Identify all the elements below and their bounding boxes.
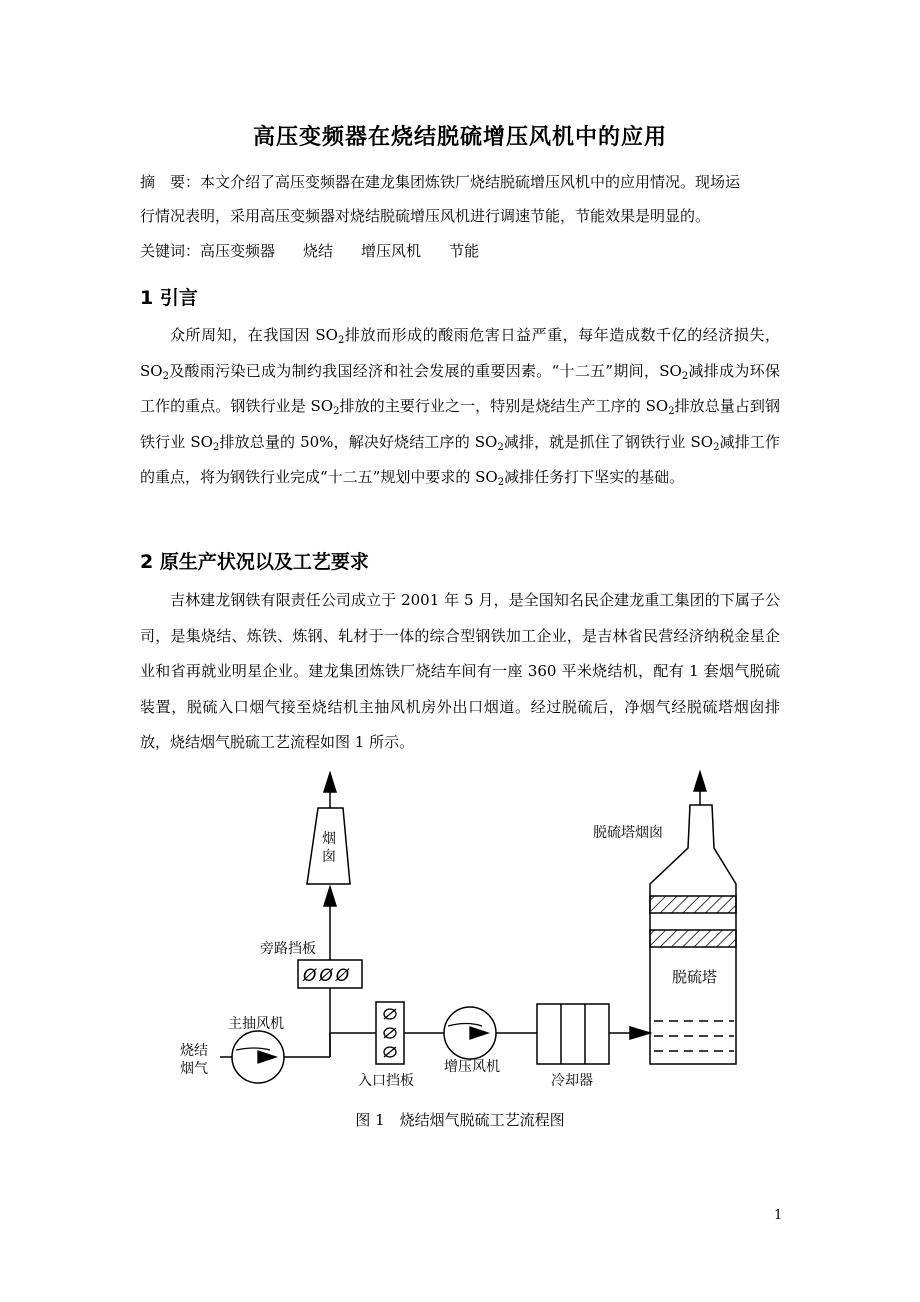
para-text: 减排工作的重点，将为钢铁行业完成“十二五”规划中要求的 SO <box>140 432 781 486</box>
main-fan-label: 主抽风机 <box>228 1016 284 1032</box>
subscript: 2 <box>497 477 505 488</box>
subscript: 2 <box>162 370 169 382</box>
abstract-text-1: 本文介绍了高压变频器在建龙集团炼铁厂烧结脱硫增压风机中的应用情况。现场运 <box>200 173 741 191</box>
keyword-3: 增压风机 <box>361 242 422 260</box>
para-text: 排放总量占到钢铁行业 SO <box>140 397 780 451</box>
para-text: 减排任务打下坚实的基础。 <box>504 468 685 486</box>
booster-fan-blade <box>448 1024 482 1027</box>
chimney-label-2: 囱 <box>322 849 336 865</box>
para-text: 排放的主要行业之一，特别是烧结生产工序的 SO <box>339 397 669 415</box>
inlet-damper-label: 入口挡板 <box>358 1073 414 1089</box>
chimney-label-1: 烟 <box>322 831 336 847</box>
para-text: 排放总量的 50%，解决好烧结工序的 SO <box>219 432 498 451</box>
abstract-label: 摘 要： <box>140 173 201 191</box>
cooler-label: 冷却器 <box>551 1073 593 1089</box>
page-number: 1 <box>774 1208 783 1223</box>
sinter-gas-label-1: 烧结 <box>180 1043 208 1059</box>
bypass-damper-label: 旁路挡板 <box>260 941 316 957</box>
document-title: 高压变频器在烧结脱硫增压风机中的应用 <box>252 125 667 150</box>
cooler-to-tower-arrow <box>630 1027 650 1039</box>
packing-layer-2 <box>650 930 736 947</box>
bypass-damper-symbols: ØØØ <box>303 966 353 986</box>
subscript: 2 <box>668 406 675 417</box>
subscript: 2 <box>497 441 504 453</box>
para-text: 减排成为环保工作的重点。钢铁行业是 SO <box>140 361 780 415</box>
keyword-2: 烧结 <box>303 242 334 260</box>
packing-layer-1 <box>650 896 736 913</box>
section-1-heading: 1 引言 <box>140 287 198 309</box>
figure-caption: 图 1 烧结烟气脱硫工艺流程图 <box>355 1111 565 1129</box>
para-text: 众所周知，在我国因 SO <box>170 326 338 344</box>
booster-fan-label: 增压风机 <box>444 1059 500 1075</box>
main-fan-blade <box>236 1048 270 1050</box>
booster-fan-arrow <box>470 1027 488 1039</box>
abstract-line-2: 行情况表明，采用高压变频器对烧结脱硫增压风机进行调速节能，节能效果是明显的。 <box>140 207 711 225</box>
section-2-heading: 2 原生产状况以及工艺要求 <box>140 551 369 573</box>
keyword-1: 高压变频器 <box>200 242 276 260</box>
para-text: 排放而形成的酸雨危害日益严重，每年造成数千亿的经济损失，SO <box>140 326 781 380</box>
keywords-label: 关键词： <box>140 242 201 260</box>
subscript: 2 <box>713 441 720 453</box>
subscript: 2 <box>337 335 345 346</box>
cooler-box <box>537 1004 609 1064</box>
section-2-paragraph: 吉林建龙钢铁有限责任公司成立于 2001 年 5 月，是全国知名民企建龙重工集团的下属子公司，是集烧结、炼铁、炼钢、轧材于一体的综合型钢铁加工企业，是吉林省民营经济纳税金星企业和省再就业明星企业。建龙集团炼铁厂烧结车间有一座 360 平米烧结机，配有 1 套烟气脱硫装置，脱硫入口烟气接至烧结机主抽风机房外出口烟道。经过脱硫后，净烟气经脱硫塔烟囱排放，烧结烟气脱硫工艺流程如图 1 所示。 <box>140 591 780 751</box>
subscript: 2 <box>681 370 689 382</box>
sinter-gas-label-2: 烟气 <box>180 1061 208 1077</box>
tower-label: 脱硫塔 <box>672 968 718 986</box>
para-text: 减排，就是抓住了钢铁行业 SO <box>503 432 714 451</box>
chimney-outlet-arrow <box>324 773 336 792</box>
subscript: 2 <box>212 441 220 453</box>
tower-chimney-label: 脱硫塔烟囱 <box>593 825 663 841</box>
para-text: 及酸雨污染已成为制约我国经济和社会发展的重要因素。“十二五”期间，SO <box>168 361 682 380</box>
main-fan-arrow <box>258 1051 276 1063</box>
keyword-4: 节能 <box>449 242 480 260</box>
subscript: 2 <box>333 406 340 417</box>
tower-outlet-arrow <box>694 772 706 791</box>
bypass-to-chimney-arrow <box>324 887 336 906</box>
